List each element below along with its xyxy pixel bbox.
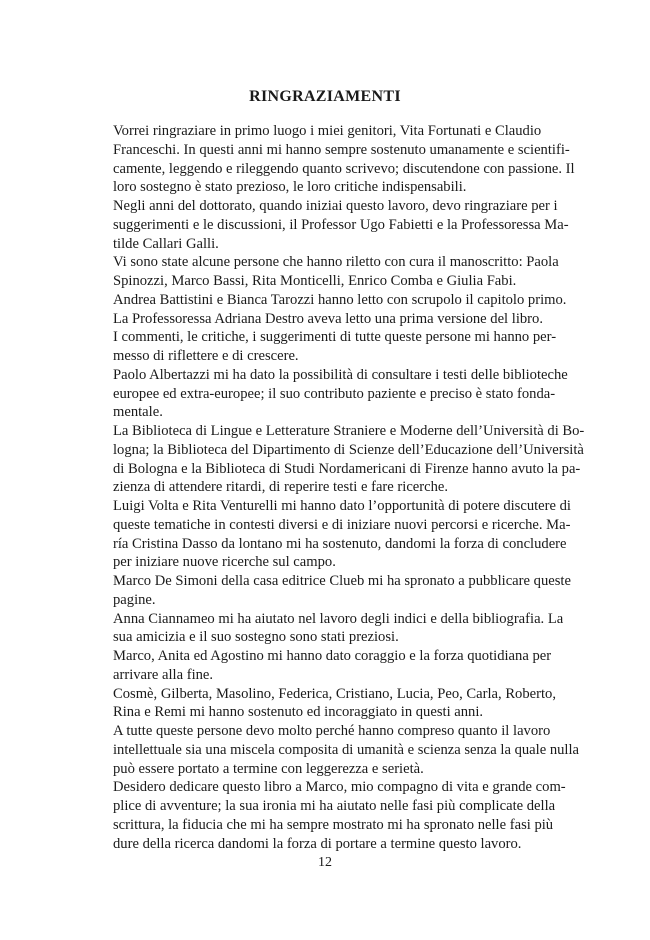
text-line: Marco De Simoni della casa editrice Clueb mi ha spronato a pubblicare queste <box>113 573 571 589</box>
text-line: plice di avventure; la sua ironia mi ha aiutato nelle fasi più complicate della <box>113 798 556 814</box>
text-line: dure della ricerca dandomi la forza di portare a termine questo lavoro. <box>113 835 522 852</box>
paragraph <box>113 610 564 648</box>
paragraph <box>113 328 557 366</box>
text-line: suggerimenti e le discussioni, il Professor Ugo Fabietti e la Professoressa Ma- <box>113 216 569 233</box>
page-number: 12 <box>318 855 332 870</box>
text-line: Cosmè, Gilberta, Masolino, Federica, Cristiano, Lucia, Peo, Carla, Roberto, <box>113 685 556 702</box>
paragraph <box>113 366 568 422</box>
text-line: Desidero dedicare questo libro a Marco, mio compagno di vita e grande com- <box>113 779 566 796</box>
text-line: Vi sono state alcune persone che hanno riletto con cura il manoscritto: Paola <box>113 254 559 271</box>
paragraph <box>113 122 575 197</box>
text-line: loro sostegno è stato prezioso, le loro critiche indispensabili. <box>113 179 467 196</box>
text-line: europee ed extra-europee; il suo contributo paziente e preciso è stato fonda- <box>113 385 556 402</box>
text-line: per iniziare nuove ricerche sul campo. <box>113 554 336 571</box>
text-line: logna; la Biblioteca del Dipartimento di Scienze dell’Educazione dell’Università <box>113 441 584 458</box>
paragraph <box>113 722 580 778</box>
text-line: La Professoressa Adriana Destro aveva letto una prima versione del libro. <box>113 310 543 327</box>
text-line: Vorrei ringraziare in primo luogo i miei genitori, Vita Fortunati e Claudio <box>113 123 542 139</box>
text-line: I commenti, le critiche, i suggerimenti di tutte queste persone mi hanno per- <box>113 329 557 346</box>
text-line: messo di riflettere e di crescere. <box>113 348 299 364</box>
text-line: può essere portato a termine con leggerezza e serietà. <box>113 760 424 777</box>
text-line: Luigi Volta e Rita Venturelli mi hanno dato l’opportunità di potere discutere di <box>113 498 571 514</box>
text-line: mentale. <box>113 404 163 421</box>
acknowledgements-body <box>113 122 585 853</box>
text-line: queste tematiche in contesti diversi e di iniziare nuovi percorsi e ricerche. Ma- <box>113 516 571 533</box>
page-title: RINGRAZIAMENTI <box>249 88 401 105</box>
text-line: intellettuale sia una miscela composita di umanità e scienza senza la quale nulla <box>113 741 580 758</box>
text-line: La Biblioteca di Lingue e Letterature Straniere e Moderne dell’Università di Bo- <box>113 423 585 439</box>
paragraph <box>113 253 559 291</box>
text-line: A tutte queste persone devo molto perché hanno compreso quanto il lavoro <box>113 723 551 739</box>
paragraph <box>113 647 552 685</box>
paragraph <box>113 572 571 610</box>
text-line: sua amicizia e il suo sostegno sono stati preziosi. <box>113 629 399 646</box>
paragraph <box>113 422 585 497</box>
paragraph <box>113 197 569 253</box>
text-line: Andrea Battistini e Bianca Tarozzi hanno letto con scrupolo il capitolo primo. <box>113 291 567 308</box>
text-line: di Bologna e la Biblioteca di Studi Nordamericani di Firenze hanno avuto la pa- <box>113 460 581 477</box>
text-line: tilde Callari Galli. <box>113 235 219 252</box>
text-line: pagine. <box>113 591 156 608</box>
text-line: zienza di attendere ritardi, di reperire testi e fare ricerche. <box>113 479 449 496</box>
text-line: Rina e Remi mi hanno sostenuto ed incoraggiato in questi anni. <box>113 704 484 721</box>
text-line: Negli anni del dottorato, quando iniziai questo lavoro, devo ringraziare per i <box>113 198 558 214</box>
paragraph <box>113 778 566 853</box>
text-line: Marco, Anita ed Agostino mi hanno dato coraggio e la forza quotidiana per <box>113 648 552 664</box>
paragraph <box>113 310 541 329</box>
text-line: arrivare alla fine. <box>113 666 214 683</box>
paragraph <box>113 497 571 572</box>
text-line: scrittura, la fiducia che mi ha sempre mostrato mi ha spronato nelle fasi più <box>113 816 554 833</box>
paragraph <box>113 685 556 723</box>
text-line: camente, leggendo e rileggendo quanto scrivevo; discutendone con passione. Il <box>113 160 575 177</box>
paragraph <box>113 291 567 310</box>
text-line: Paolo Albertazzi mi ha dato la possibilità di consultare i testi delle biblioteche <box>113 366 568 383</box>
text-line: ría Cristina Dasso da lontano mi ha sostenuto, dandomi la forza di concludere <box>113 535 567 552</box>
text-line: Spinozzi, Marco Bassi, Rita Monticelli, Enrico Comba e Giulia Fabi. <box>113 273 517 289</box>
text-line: Anna Ciannameo mi ha aiutato nel lavoro degli indici e della bibliografia. La <box>113 610 564 627</box>
text-line: Franceschi. In questi anni mi hanno sempre sostenuto umanamente e scientifi- <box>113 141 570 158</box>
